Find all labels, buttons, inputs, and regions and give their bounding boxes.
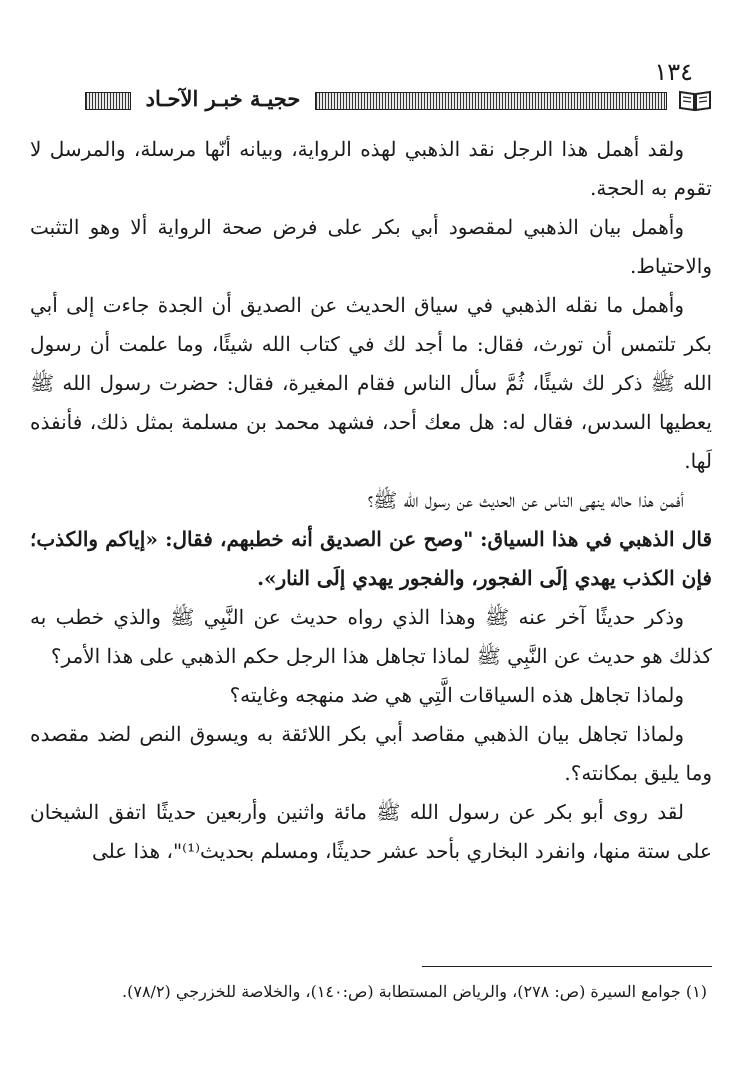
paragraph: ولماذا تجاهل بيان الذهبي مقاصد أبي بكر اللائقة به ويسوق النص لضد مقصده وما يليق بمكانته؟. [30, 722, 712, 785]
footnote: (١) جوامع السيرة (ص: ٢٧٨)، والرياض المستطابة (ص:١٤٠)، والخلاصة للخزرجي (٧٨/٢). [122, 982, 707, 1001]
header-ornament-left [85, 92, 131, 110]
page-number: ١٣٤ [654, 58, 693, 86]
quote-lead: قال الذهبي في هذا السياق: [480, 527, 713, 551]
running-header [85, 88, 712, 116]
quote-text: "وصح عن الصديق أنه خطبهم، فقال: «إياكم والكذب؛ فإن الكذب يهدي إلَى الفجور، والفجور يهدي إلَى النار». [30, 527, 712, 590]
paragraph: لقد روى أبو بكر عن رسول الله ﷺ مائة واثنين وأربعين حديثًا اتفق الشيخان على ستة منها، وانفرد البخاري بأحد عشر حديثًا، ومسلم بحديث⁽¹⁾"، هذا على [30, 800, 712, 863]
paragraph: ولماذا تجاهل هذه السياقات الَّتِي هي ضد منهجه وغايته؟ [229, 683, 684, 707]
paragraph: وذكر حديثًا آخر عنه ﷺ وهذا الذي رواه حديث عن النَّبِي ﷺ والذي خطب به كذلك هو حديث عن النَّبِي ﷺ لماذا تجاهل هذا الرجل حكم الذهبي على هذا الأمر؟ [30, 605, 712, 668]
paragraph: أفمن هذا حاله ينهى الناس عن الحديث عن رسول الله ﷺ؟ [367, 488, 684, 512]
main-text [30, 130, 712, 871]
paragraph: ولقد أهمل هذا الرجل نقد الذهبي لهذه الرواية، وبيانه أنّها مرسلة، والمرسل لا تقوم به الحجة. [30, 137, 712, 200]
paragraph: وأهمل ما نقله الذهبي في سياق الحديث عن الصديق أن الجدة جاءت إلى أبي بكر تلتمس أن تورث، فقال: ما أجد لك في كتاب الله شيئًا، وما علمت أن رسول الله ﷺ ذكر لك شيئًا، ثُمَّ سأل الناس فقام المغيرة، فقال: حضرت رسول الله ﷺ يعطيها السدس، فقال له: هل معك أحد، فشهد محمد بن مسلمة بمثل ذلك، فأنفذه لَها. [30, 293, 712, 473]
footnote-divider [422, 966, 712, 967]
open-book-icon [678, 88, 712, 112]
paragraph: وأهمل بيان الذهبي لمقصود أبي بكر على فرض صحة الرواية ألا وهو التثبت والاحتياط. [30, 215, 712, 278]
header-ornament-right [315, 92, 667, 110]
dhahabi-quote [30, 520, 712, 598]
header-title: حجيـة خبـر الآحـاد [145, 86, 301, 111]
